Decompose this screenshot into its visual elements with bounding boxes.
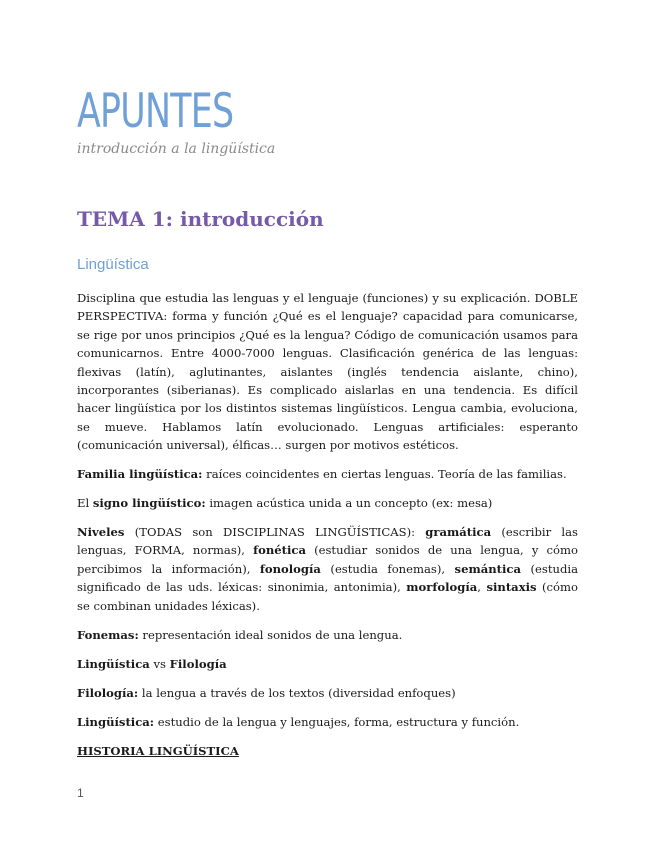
versus-filologia: Filología — [169, 657, 227, 671]
section-subheading: Lingüística — [77, 256, 149, 273]
semantica-term: semántica — [454, 561, 521, 576]
historia-label: HISTORIA LINGÜÍSTICA — [77, 744, 239, 758]
niveles-text-7: (cómo se combinan unidades léxicas). — [77, 580, 579, 613]
page-number: 1 — [77, 786, 84, 800]
intro-paragraph: Disciplina que estudia las lenguas y el lenguaje (funciones) y su explicación. DOBLE PERSPECTIVA: forma y función ¿Qué es el lenguaje? capacidad para comunicarse, se rige por unos principios ¿Qué es la lengua? Código de comunicación usamos para comunicarnos. Entre 4000-7000 lenguas. Clasificación genérica de las lenguas: flexivas (latín), aglutinantes, aislantes (inglés tendencia aislante, chino), incorporantes (siberianas). Es complicado aislarlas en una tendencia. Es difícil hacer lingüística por los distintos sistemas lingüísticos. Lengua cambia, evoluciona, se mueve. Hablamos latín evolucionado. Lenguas artificiales: esperanto (comunicación universal), élficas… surgen por motivos estéticos. — [77, 291, 578, 453]
niveles-text-4: (estudia fonemas), — [320, 561, 455, 576]
niveles-text-6: , — [477, 580, 487, 595]
morfologia-term: morfología — [406, 580, 478, 595]
linguistica-paragraph — [77, 713, 578, 731]
sintaxis-term: sintaxis — [486, 580, 537, 595]
familia-term: Familia lingüística: — [77, 467, 203, 481]
linguistica-definition: estudio de la lengua y lenguajes, forma, estructura y función. — [154, 715, 520, 729]
linguistica-term: Lingüística: — [77, 715, 155, 729]
fonemas-definition: representación ideal sonidos de una lengua. — [138, 628, 403, 642]
niveles-term: Niveles — [77, 525, 125, 539]
signo-paragraph — [77, 494, 578, 512]
filologia-definition: la lengua a través de los textos (diversidad enfoques) — [138, 686, 456, 700]
fonetica-term: fonética — [253, 543, 306, 558]
fonologia-term: fonología — [259, 561, 321, 576]
section-heading: TEMA 1: introducción — [77, 207, 324, 231]
filologia-paragraph — [77, 684, 578, 702]
document-title: APUNTES — [77, 84, 234, 139]
versus-connector: vs — [149, 657, 170, 671]
signo-definition: imagen acústica unida a un concepto (ex: mesa) — [205, 496, 493, 510]
fonemas-term: Fonemas: — [77, 628, 139, 642]
signo-prefix: El — [77, 496, 93, 510]
niveles-text-1: (TODAS son DISCIPLINAS LINGÜÍSTICAS): — [124, 525, 426, 539]
fonemas-paragraph — [77, 626, 578, 644]
signo-term: signo lingüístico: — [92, 496, 206, 510]
niveles-text-2: (escribir las lenguas, FORMA, normas), — [77, 525, 578, 558]
gramatica-term: gramática — [425, 525, 492, 539]
familia-definition: raíces coincidentes en ciertas lenguas. Teoría de las familias. — [202, 467, 567, 481]
niveles-paragraph — [77, 523, 578, 615]
versus-linguistica: Lingüística — [77, 657, 150, 671]
document-subtitle: introducción a la lingüística — [77, 141, 276, 157]
versus-line — [77, 655, 578, 673]
niveles-text-5: (estudia significado de las uds. léxicas: sinonimia, antonimia), — [77, 561, 578, 595]
filologia-term: Filología: — [77, 686, 139, 700]
familia-paragraph — [77, 465, 578, 483]
historia-heading — [77, 742, 578, 760]
niveles-text-3: (estudiar sonidos de una lengua, y cómo percibimos la información), — [77, 543, 578, 576]
